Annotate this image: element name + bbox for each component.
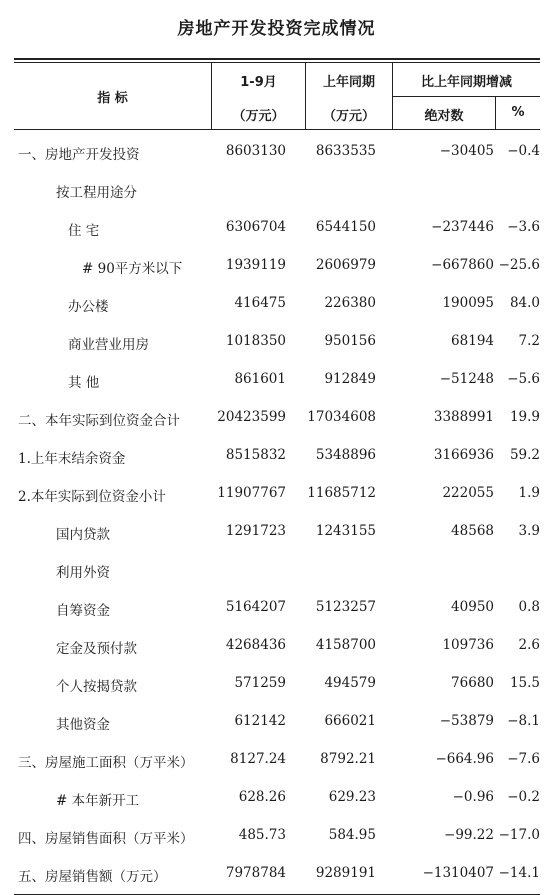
header-col2-unit: （万元） [322, 109, 375, 124]
cell-jan-sep: 8603130 [225, 143, 286, 159]
table-row [14, 132, 540, 170]
cell-last-year: 17034608 [307, 409, 376, 425]
table-row [14, 664, 540, 702]
table-row [14, 588, 540, 626]
cell-last-year: 8633535 [315, 143, 376, 159]
table-row [14, 550, 540, 588]
table-top-rule [14, 58, 540, 60]
cell-percent-change: −0.2 [507, 789, 540, 805]
cell-jan-sep: 628.26 [238, 789, 286, 805]
cell-percent-change: 84.0 [509, 295, 540, 311]
table-row [14, 322, 540, 360]
cell-absolute-change: 190095 [442, 295, 494, 311]
table-row [14, 626, 540, 664]
cell-absolute-change: 76680 [451, 675, 494, 691]
cell-percent-change: −25.6 [498, 257, 540, 273]
cell-jan-sep: 4268436 [225, 637, 286, 653]
row-label: 其他资金 [56, 717, 110, 733]
header-divider [392, 96, 540, 97]
row-label: 办公楼 [68, 299, 109, 315]
cell-absolute-change: 3388991 [433, 409, 494, 425]
cell-last-year: 6544150 [315, 219, 376, 235]
cell-percent-change: −17.0 [498, 827, 540, 843]
cell-last-year: 1243155 [315, 523, 376, 539]
cell-last-year: 9289191 [315, 865, 376, 881]
cell-absolute-change: 109736 [442, 637, 494, 653]
row-label: # 90平方米以下 [82, 261, 183, 277]
cell-absolute-change: −664.96 [435, 751, 494, 767]
header-col1: 1-9月 [240, 75, 277, 90]
table-row [14, 246, 540, 284]
table-row [14, 398, 540, 436]
header-percent: % [511, 105, 525, 120]
cell-jan-sep: 1291723 [225, 523, 286, 539]
cell-percent-change: 7.2 [518, 333, 540, 349]
row-label: 五、房屋销售额（万元） [18, 869, 167, 885]
cell-percent-change: 15.5 [509, 675, 540, 691]
cell-last-year: 5123257 [315, 599, 376, 615]
cell-jan-sep: 1939119 [225, 257, 286, 273]
row-label: 1.上年末结余资金 [18, 451, 126, 467]
row-label: 一、房地产开发投资 [18, 147, 140, 163]
cell-jan-sep: 11907767 [217, 485, 286, 501]
cell-absolute-change: −99.22 [444, 827, 494, 843]
cell-last-year: 666021 [324, 713, 376, 729]
cell-jan-sep: 1018350 [225, 333, 286, 349]
cell-last-year: 912849 [324, 371, 376, 387]
cell-absolute-change: −51248 [439, 371, 494, 387]
cell-absolute-change: −30405 [439, 143, 494, 159]
cell-percent-change: −5.6 [507, 371, 540, 387]
cell-jan-sep: 5164207 [225, 599, 286, 615]
cell-percent-change: −3.6 [507, 219, 540, 235]
cell-jan-sep: 8127.24 [230, 751, 286, 767]
row-label: 利用外资 [56, 565, 110, 581]
cell-last-year: 494579 [324, 675, 376, 691]
cell-last-year: 584.95 [328, 827, 376, 843]
row-label: 自筹资金 [56, 603, 110, 619]
cell-last-year: 2606979 [315, 257, 376, 273]
cell-percent-change: −7.6 [507, 751, 540, 767]
table-row [14, 360, 540, 398]
cell-last-year: 8792.21 [320, 751, 376, 767]
cell-jan-sep: 612142 [234, 713, 286, 729]
cell-jan-sep: 571259 [234, 675, 286, 691]
cell-absolute-change: −1310407 [422, 865, 494, 881]
row-label: 四、房屋销售面积（万平米） [18, 831, 194, 847]
row-label: 商业营业用房 [68, 337, 149, 353]
header-indicator: 指 标 [97, 91, 128, 106]
table-row [14, 512, 540, 550]
row-label: 二、本年实际到位资金合计 [18, 413, 180, 429]
header-change-group: 比上年同期增减 [420, 75, 512, 90]
row-label: 定金及预付款 [56, 641, 137, 657]
header-absolute: 绝对数 [424, 109, 464, 124]
cell-jan-sep: 8515832 [225, 447, 286, 463]
cell-absolute-change: 3166936 [433, 447, 494, 463]
table-row [14, 740, 540, 778]
data-table [14, 58, 540, 895]
cell-jan-sep: 20423599 [217, 409, 286, 425]
row-label: 三、房屋施工面积（万平米） [18, 755, 194, 771]
cell-absolute-change: −667860 [431, 257, 494, 273]
row-label: # 本年新开工 [56, 793, 140, 809]
cell-percent-change: 19.9 [509, 409, 540, 425]
cell-absolute-change: −237446 [431, 219, 494, 235]
cell-percent-change: −8.1 [507, 713, 540, 729]
table-row [14, 854, 540, 892]
cell-jan-sep: 6306704 [225, 219, 286, 235]
header-bottom-rule [14, 129, 540, 130]
table-body [14, 132, 540, 892]
table-row [14, 702, 540, 740]
cell-jan-sep: 416475 [234, 295, 286, 311]
cell-percent-change: 3.9 [518, 523, 540, 539]
cell-absolute-change: 68194 [451, 333, 494, 349]
cell-last-year: 11685712 [307, 485, 376, 501]
cell-jan-sep: 7978784 [225, 865, 286, 881]
cell-absolute-change: −53879 [439, 713, 494, 729]
cell-jan-sep: 861601 [234, 371, 286, 387]
table-row [14, 778, 540, 816]
table-row [14, 170, 540, 208]
cell-last-year: 4158700 [315, 637, 376, 653]
row-label: 2.本年实际到位资金小计 [18, 489, 166, 505]
row-label: 其 他 [68, 375, 100, 391]
cell-percent-change: 59.2 [509, 447, 540, 463]
table-header [14, 63, 540, 129]
cell-absolute-change: 40950 [451, 599, 494, 615]
row-label: 个人按揭贷款 [56, 679, 137, 695]
cell-last-year: 950156 [324, 333, 376, 349]
table-row [14, 474, 540, 512]
cell-percent-change: 0.8 [518, 599, 540, 615]
cell-percent-change: −14.1 [498, 865, 540, 881]
cell-percent-change: −0.4 [507, 143, 540, 159]
table-row [14, 436, 540, 474]
cell-absolute-change: 48568 [451, 523, 494, 539]
header-col1-unit: （万元） [232, 109, 285, 124]
row-label: 住 宅 [68, 223, 100, 239]
cell-last-year: 5348896 [315, 447, 376, 463]
cell-absolute-change: −0.96 [452, 789, 494, 805]
cell-last-year: 226380 [324, 295, 376, 311]
table-row [14, 816, 540, 854]
page-title: 房地产开发投资完成情况 [177, 19, 376, 39]
table-row [14, 284, 540, 322]
header-col2: 上年同期 [322, 75, 375, 90]
cell-jan-sep: 485.73 [238, 827, 286, 843]
row-label: 按工程用途分 [56, 185, 137, 201]
cell-percent-change: 1.9 [518, 485, 540, 501]
table-row [14, 208, 540, 246]
cell-absolute-change: 222055 [442, 485, 494, 501]
cell-last-year: 629.23 [328, 789, 376, 805]
cell-percent-change: 2.6 [518, 637, 540, 653]
row-label: 国内贷款 [56, 527, 110, 543]
